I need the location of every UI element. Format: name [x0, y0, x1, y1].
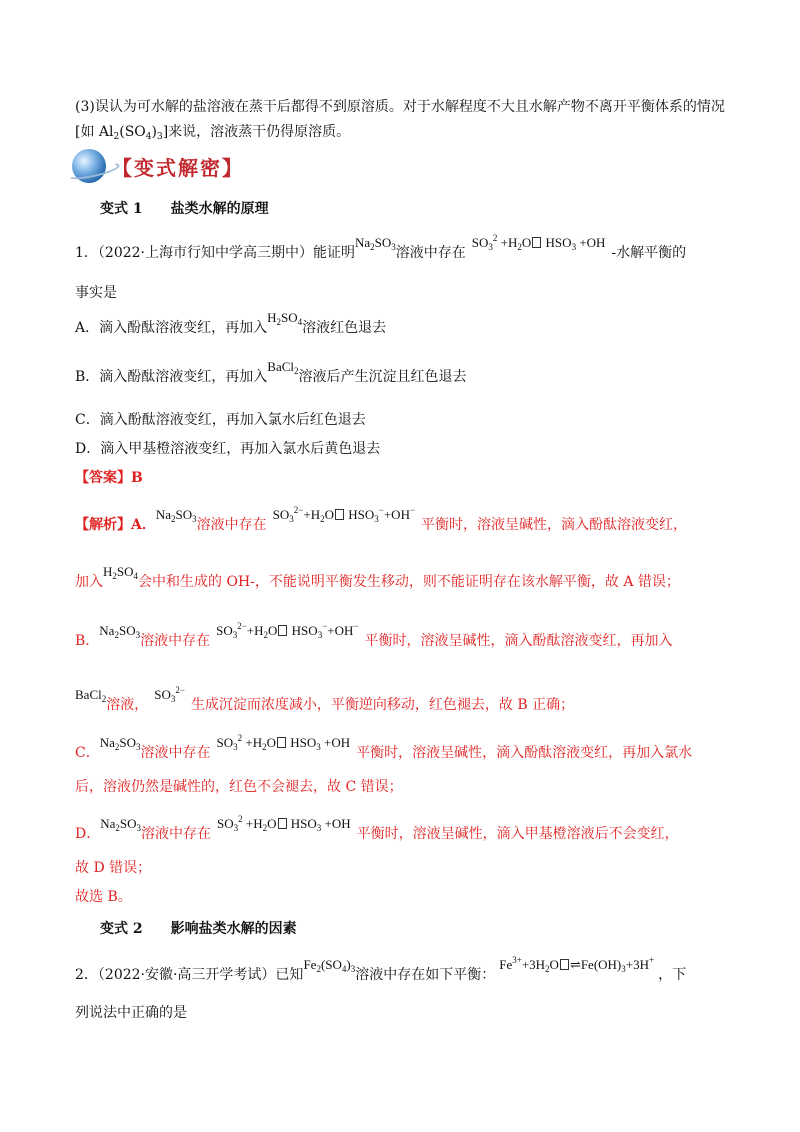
analysis-a-2: 平衡时，溶液呈碱性，滴入酚酞溶液变红， — [421, 517, 688, 533]
variant-1-title: 变式 1 — [100, 201, 143, 217]
analysis-d-line-2: 故 D 错误； — [75, 860, 152, 876]
analysis-b-2: 平衡时，溶液呈碱性，滴入酚酞溶液变红，再加入 — [364, 633, 673, 649]
q1-prefix: 1．（2022·上海市行知中学高三期中）能证明 — [75, 245, 355, 261]
q2-line-2: 列说法中正确的是 — [75, 1005, 187, 1021]
analysis-b-line-1 — [75, 621, 673, 655]
q1-mid: 溶液中存在 — [395, 245, 466, 261]
q2-stem — [75, 955, 687, 989]
analysis-d-equation: $SO_3^2 +H_2O$ $HSO_3 +OH$ — [217, 814, 351, 833]
analysis-b-1: 溶液中存在 — [140, 633, 211, 649]
analysis-b-equation: $SO_3^{2-}+H_2O$ $HSO_3^-+OH^-$ — [216, 621, 359, 640]
variant-1-heading — [100, 199, 269, 219]
analysis-c-line-2: 后，溶液仍然是碱性的，红色不会褪去，故 C 错误； — [75, 779, 403, 795]
analysis-conclusion: 故选 B。 — [75, 889, 132, 905]
section-banner — [72, 148, 244, 184]
q1-option-a — [75, 310, 387, 342]
analysis-a-3: 会中和生成的 OH-，不能说明平衡发生移动，则不能证明存在该水解平衡，故 A 错误； — [138, 574, 680, 590]
q2-suffix: ，下 — [658, 967, 687, 983]
analysis-d-formula: $Na_2SO_3$ — [100, 816, 142, 833]
intro-line-2 — [75, 122, 350, 147]
q1-option-c: C．滴入酚酞溶液变红，再加入氯水后红色退去 — [75, 412, 366, 428]
analysis-d-1: 溶液中存在 — [141, 826, 212, 842]
intro-line-2-g: ]来说，溶液蒸干仍得原溶质。 — [162, 124, 351, 140]
analysis-c-formula: $Na_2SO_3$ — [99, 735, 141, 752]
q2-formula-fe2so43: $Fe_2(SO_4)_3$ — [303, 957, 356, 974]
analysis-a-line-2 — [75, 564, 680, 596]
intro-line-2-e: ) — [151, 124, 157, 140]
analysis-a-formula: $Na_2SO_3$ — [155, 507, 197, 524]
analysis-a-line-1 — [75, 505, 688, 539]
q1-formula-h2so4: $H_2SO_4$ — [267, 310, 303, 327]
q1-option-a-end: 溶液红色退去 — [302, 320, 387, 336]
analysis-c-equation: $SO_3^2 +H_2O$ $HSO_3 +OH$ — [216, 733, 351, 752]
analysis-label: 【解析】A． — [75, 517, 156, 533]
analysis-a-equation: $SO_3^{2-}+H_2O$ $HSO_3^-+OH^-$ — [272, 505, 416, 524]
analysis-a-formula-h2so4: $H_2SO_4$ — [103, 564, 139, 581]
intro-line-1: (3)误认为可水解的盐溶液在蒸干后都得不到原溶质。对于水解程度不大且水解产物不离开平衡体系的情况 — [75, 99, 725, 115]
q1-stem — [75, 233, 687, 267]
analysis-d-label: D． — [75, 826, 101, 842]
analysis-b-line-2 — [75, 685, 575, 719]
q1-formula-na2so3: $Na_2SO_3$ — [355, 235, 396, 252]
q1-option-b-end: 溶液后产生沉淀且红色退去 — [298, 369, 467, 385]
q1-equilibrium: $SO_3^2 +H_2O$ $HSO_3 +OH$ — [471, 233, 606, 252]
intro-sub-2: 2 — [113, 132, 120, 142]
variant-2-heading — [100, 919, 297, 939]
answer-label: 【答案】B — [75, 470, 143, 486]
q1-option-b-text: B．滴入酚酞溶液变红，再加入 — [75, 369, 268, 385]
analysis-d-2: 平衡时，溶液呈碱性，滴入甲基橙溶液后不会变红， — [356, 826, 679, 842]
intro-line-2-a: [如 Al — [75, 124, 114, 140]
intro-line-2-c: (SO — [119, 124, 146, 140]
globe-icon — [72, 149, 106, 183]
analysis-b-label: B． — [75, 633, 100, 649]
q1-option-b — [75, 359, 467, 391]
intro-sub-3: 3 — [156, 132, 163, 142]
q2-equilibrium: $Fe^{3+}+3H_2O$ $\rightleftharpoons Fe(OH)_3+3H^+$ — [499, 955, 655, 974]
q2-mid: 溶液中存在如下平衡： — [355, 967, 496, 983]
q1-line-2: 事实是 — [75, 285, 117, 301]
analysis-c-1: 溶液中存在 — [140, 745, 211, 761]
q1-suffix: -水解平衡的 — [611, 245, 687, 261]
q1-option-a-text: A．滴入酚酞溶液变红，再加入 — [75, 320, 268, 336]
q2-prefix: 2．（2022·安徽·高三开学考试）已知 — [75, 967, 304, 983]
analysis-a-1: 溶液中存在 — [196, 517, 267, 533]
banner-label: 【变式解密】 — [112, 155, 244, 180]
analysis-b-formula-bacl2: BaCl$_2$ — [75, 687, 107, 704]
analysis-c-line-1 — [75, 733, 693, 767]
analysis-b-3a: 溶液， — [106, 697, 149, 713]
q1-option-d: D．滴入甲基橙溶液变红，再加入氯水后黄色退去 — [75, 441, 381, 457]
analysis-b-formula: $Na_2SO_3$ — [99, 623, 141, 640]
analysis-b-3b: 生成沉淀而浓度减小，平衡逆向移动，红色褪去，故 B 正确； — [190, 697, 575, 713]
analysis-c-label: C． — [75, 745, 100, 761]
analysis-c-2: 平衡时，溶液呈碱性，滴入酚酞溶液变红，再加入氯水 — [356, 745, 693, 761]
variant-1-subtitle: 盐类水解的原理 — [170, 201, 269, 217]
variant-2-subtitle: 影响盐类水解的因素 — [170, 921, 297, 937]
analysis-b-sulfite-ion: $SO_3^{2-}$ — [154, 685, 185, 704]
variant-2-title: 变式 2 — [100, 921, 143, 937]
analysis-d-line-1 — [75, 814, 679, 848]
intro-sub-4: 4 — [145, 132, 152, 142]
analysis-a-3-pre: 加入 — [75, 574, 103, 590]
q1-formula-bacl2: BaCl$_2$ — [267, 359, 299, 376]
